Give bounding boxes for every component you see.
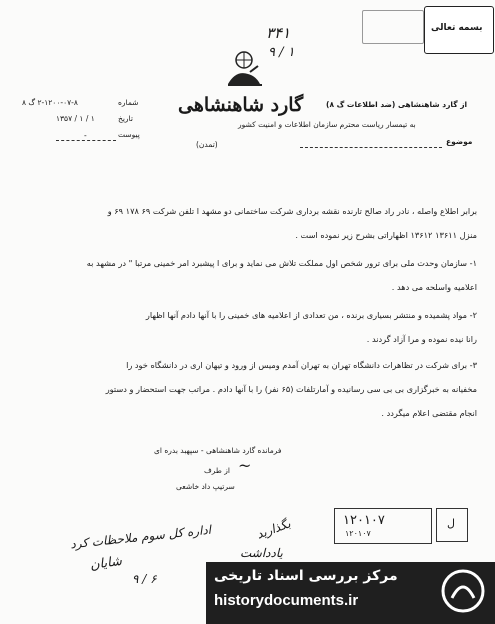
paragraph-line: انجام مقتضی اعلام میگردد . <box>381 408 477 418</box>
lion-and-sun-emblem <box>220 50 268 90</box>
attachment-underline <box>56 140 116 141</box>
attachment-value: - <box>84 131 87 140</box>
reference-stamp <box>424 6 494 54</box>
paragraph-line: اعلامیه واسلحه می دهد . <box>391 282 477 292</box>
paragraph-line: منزل ۱۳۶۱۱ ۱۳۶۱۲ اظهاراتی بشرح زیر نموده است . <box>295 230 477 240</box>
number-value: ۲-۱۲۰۰-۰۷-۸ گ ۸ <box>22 98 78 107</box>
paragraph-line: ۲- مواد پشمیده و منتشر بسیاری برنده ، من تعدادی از اعلامیه های خمینی را با آنها دادم آنها اظهار <box>145 310 477 320</box>
paragraph-line: مخفیانه به خبرگزاری بی بی سی رسانیده و آمارتلفات (۶۵ نفر) را با آنها دادم . مراتب جهت استحضار و دستور <box>105 384 477 394</box>
signature-scribble: ~ <box>238 456 252 475</box>
handwritten-center-note: یادداشت <box>240 546 283 560</box>
attachment-label: پیوست <box>118 130 140 139</box>
signature-title: فرمانده گارد شاهنشاهی - سپهبد بدره ای <box>154 446 282 455</box>
watermark-logo-icon <box>440 568 486 614</box>
date-value: ۱۳۵۷ / ۱ / ۱ <box>56 114 95 123</box>
receipt-stamp-number: ۱۲۰۱۰۷ <box>343 513 385 528</box>
stamp-top-left-mark <box>362 10 424 44</box>
handwritten-note-line: شایان <box>89 553 123 574</box>
watermark-title: مرکز بررسی اسناد تاریخی <box>214 568 398 584</box>
receipt-stamp-number: ۱۲۰۱۰۷ <box>345 529 371 538</box>
subject-underline <box>300 147 442 148</box>
stamp-text: بسمه تعالی <box>431 23 483 33</box>
subject-value: (تمدن) <box>196 140 218 149</box>
signature-name: سرتیپ داد خاشعی <box>176 482 235 491</box>
paragraph-line: برابر اطلاع واصله ، نادر راد صالح تارنده نقشه برداری شرکت ساختمانی دو مشهد ا تلفن شرکت ۶۹ ۱۷۸ ۶۹ و <box>107 206 477 216</box>
date-label: تاریخ <box>118 114 133 123</box>
to-line: به تیمسار ریاست محترم سازمان اطلاعات و امنیت کشور <box>238 120 416 129</box>
receipt-stamp <box>334 508 432 544</box>
handwritten-note-line: اداره کل سوم ملاحظات کرد <box>69 522 212 552</box>
number-label: شماره <box>118 98 139 107</box>
subject-label: موضوع <box>446 137 473 146</box>
watermark-url: historydocuments.ir <box>214 592 359 609</box>
handwritten-note-line: ۹ / ۶ <box>132 572 157 586</box>
paragraph-line: ۳- برای شرکت در تظاهرات دانشگاه تهران به تهران آمدم ومیس از ورود و تیهان اری در دانشگاه خود را <box>126 360 477 370</box>
signature-sub: از طرف <box>204 466 230 475</box>
org-name-title: گارد شاهنشاهی <box>178 94 304 116</box>
handwritten-number: ۳۴۱ <box>266 24 291 42</box>
handwritten-date: ۹ / ۱ <box>268 45 295 60</box>
from-line: از گارد شاهنشاهی (ضد اطلاعات گ ۸) <box>326 100 468 109</box>
paragraph-line: رانا نیده نموده و مرا آزاد گردند . <box>366 334 477 344</box>
handwritten-center-note: بگذارید <box>254 516 293 542</box>
side-stamp-mark: ل <box>447 517 455 530</box>
paragraph-line: ۱- سازمان وحدت ملی برای ترور شخص اول مملکت تلاش می نماید و برای ا پیشبرد امر خمینی مرتبا " در مشهد به <box>86 258 477 268</box>
side-stamp <box>436 508 468 542</box>
